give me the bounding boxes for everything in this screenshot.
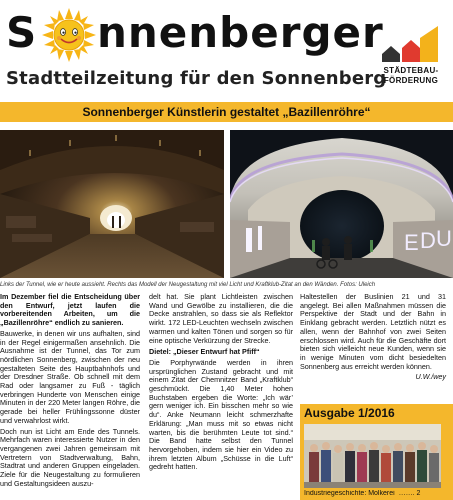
article-paragraph: Die Porphyrwände werden in ihren ursprünglichen Zustand gebracht und mit einem Zitat der Chemnitzer Band „Kraftklub“ geschmückt. Die 1,40 Meter hohen Buchstaben ergeben die Worte: „Ich wär’ gern weniger ich. Ein bisschen mehr so wie du“. Anke Neumann leicht schmerzhafte Erklärung: „Man muss mit so etwas nicht warten, bis die berühmten Leute tot sind.“ Die Band hatte selbst den Tunnel hervorgehoben, indem sie hier ein Video zu ihrem letzten Album „Schüsse in die Luft“ gedreht hatten.	[149, 357, 293, 472]
issue-title: Ausgabe 1/2016	[304, 406, 395, 420]
table-of-contents: Industriegeschichte: Molkerei ……. 2	[304, 490, 421, 497]
article-subheading: Dietel: „Dieser Entwurf hat Pfiff“	[149, 347, 260, 357]
article-column-1	[0, 293, 140, 490]
sun-smiley-icon	[42, 8, 96, 62]
model-letter-d: D	[420, 228, 436, 253]
newspaper-title: nnenberger	[97, 8, 384, 57]
issue-box	[300, 404, 453, 500]
toc-item[interactable]: Industriegeschichte: Molkerei	[304, 490, 395, 497]
author-signature: U.W./wey	[415, 372, 446, 382]
toc-page: 2	[416, 490, 421, 497]
photo-tunnel-today	[0, 130, 224, 278]
newspaper-subtitle: Stadtteilzeitung für den Sonnenberg	[6, 68, 387, 89]
logo-text-line2: FÖRDERUNG	[383, 76, 439, 85]
article-headline: Sonnenberger Künstlerin gestaltet „Bazillenröhre“	[82, 105, 371, 119]
title-letter-s: S	[6, 8, 38, 57]
masthead	[0, 0, 453, 96]
model-letter-u: U	[436, 226, 452, 251]
article-lead: Im Dezember fiel die Entscheidung über den Entwurf, jetzt laufen die vorbereitenden Arbeiten, um die „Bazillenröhre“ endlich zu sanieren.	[0, 292, 140, 328]
logo-text-line1: STÄDTEBAU-	[383, 66, 439, 75]
model-letter-e: E	[404, 230, 419, 255]
article-column-3	[300, 293, 446, 384]
article-headline-bar	[0, 102, 453, 122]
article-column-2	[149, 293, 293, 474]
photo-caption: Links der Tunnel, wie er heute aussieht. Rechts das Modell der Neugestaltung mit viel Licht und Kraftklub-Zitat an den Wänden. Fotos: Uleich	[0, 282, 376, 288]
article-paragraph: delt hat. Sie plant Lichtleisten zwischen Wand und Gewölbe zu installieren, die die Decke anstrahlen, so dass sie als Reflektor wirkt. 172 LED-Leuchten wechseln zwischen warmen und kalten Tönen und sorgen so für eine optische Verkürzung der Strecke.	[149, 292, 293, 345]
logo-caption	[374, 66, 448, 86]
photo-tunnel-model	[230, 130, 453, 278]
article-paragraph: Doch nun ist Licht am Ende des Tunnels. Mehrfach waren interessierte Nutzer in den vergangenen zwei Jahren gemeinsam mit Vertretern von Stadtverwaltung, Bahn, Stadtrat und anderen Gruppen eingeladen. Ziele für die Neugestaltung zu formulieren und Gestaltungsideen auszu-	[0, 426, 140, 488]
article-paragraph: Bauwerke, in denen wir uns aufhalten, sind in der Regel einigermaßen ansehnlich. Die Ausnahme ist der Tunnel, das Tor zum nördlichen Sonnenberg, zwischen der neu gestalteten Seite des Hauptbahnhofs und der Dresdner Straße. Ob schnell mit dem Rad oder langsamer zu Fuß - täglich verbringen Hunderte von Menschen einige Minuten in der 220 Meter langen Röhre, die gerade bei heller Frühlingssonne düster und verwahrlost wirkt.	[0, 328, 140, 425]
group-photo	[304, 424, 441, 488]
article-paragraph: Haltestellen der Buslinien 21 und 31 angelegt. Bei allen Maßnahmen müssen die Perspektive der Stadt und der Bahn in Einklang gebracht werden. Letztlich nützt es allen, wenn der Bahnhof von zwei Seiten erschlossen wird. Auch für die Geschäfte dort bieten sich vielleicht neue Kunden, wenn sie in wenige Minuten vom dicht besiedelten Sonnenberg aus erreicht werden können.	[300, 292, 446, 371]
